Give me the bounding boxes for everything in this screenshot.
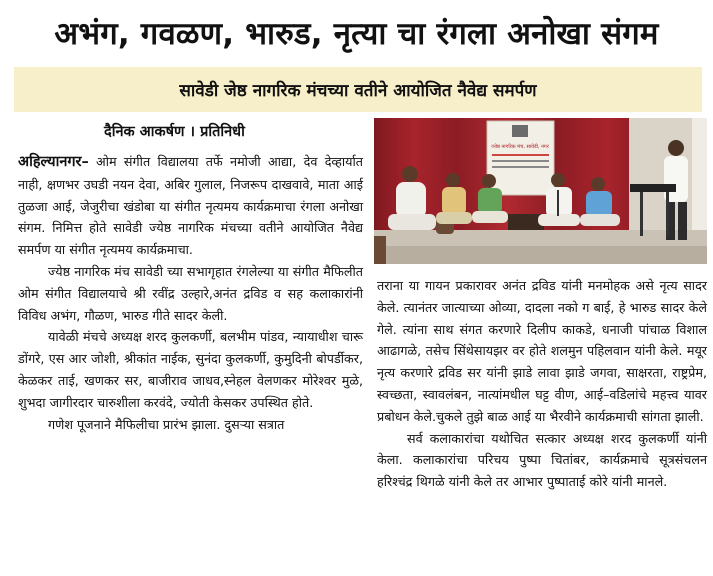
paragraph-intro xyxy=(18,151,363,261)
paragraph-felicitation: सर्व कलाकारांचा यथोचित सत्कार अध्यक्ष शरद कुलकर्णी यांनी केला. कलाकारांचा परिचय पुष्पा चितांबर, कार्यक्रमाचे सूत्रसंचलन हरिश्चंद्र थिगळे यांनी केले तर आभार पुष्पाताई कोरे यांनी मानले. xyxy=(377,430,707,490)
dateline-place: अहिल्यानगर– xyxy=(18,154,89,170)
banner-text: ज्येष्ठ नागरिक मंच, सावेडी, नगर xyxy=(491,144,549,150)
event-photo xyxy=(374,118,707,264)
byline: दैनिक आकर्षण । प्रतिनिधी xyxy=(104,124,245,140)
paragraph-intro-text: ओम संगीत विद्यालया तर्फे नमोजी आद्या, देव देव्हार्यात नाही, क्षणभर उघडी नयन देवा, अबिर गुलाल, निजरूप दाखवावे, माता आई तुळजा आई, जेजुरीचा खंडोबा या संगीत नृत्यमय कार्यक्रमाचा रंगला अनोखा संगम. निमित्त होते सावेडी ज्येष्ठ नागरिक मंचच्या वतीने आयोजित नैवेद्य समर्पण या संगीत नृत्यमय कार्यक्रमाचा. xyxy=(18,154,363,258)
paragraph-venue: ज्येष्ठ नागरिक मंच सावेडी च्या सभागृहात रंगलेल्या या संगीत मैफिलीत ओम संगीत विद्यालयाचे श्री रवींद्र उल्हारे,अनंत द्रविड व सह कलाकारांनी विविध अभंग, गौळण, भारुड गीते सादर केली. xyxy=(18,263,363,323)
article-column-right xyxy=(377,275,707,493)
event-photo-illustration xyxy=(374,118,707,264)
paragraph-performance: तराना या गायन प्रकारावर अनंत द्रविड यांनी मनमोहक असे नृत्य सादर केले. त्यानंतर जात्याच्या ओव्या, दादला नको ग बाई, हे भारुड सादर केले गेले. त्यांना साथ संगत करणारे दिलीप काकडे, धनाजी पांचाळ विशाल आढागळे, तसेच सिंथेसायझर वर होते शलमुन पहिलवान यांनी केले. मयूर नृत्य करणारे द्रविड सर यांनी झाडे लावा झाडे जगवा, साक्षरता, राष्ट्रप्रेम, स्वच्छता, स्वावलंबन, नात्यांमधील घट्ट वीण, आई–वडिलांचे महत्त्व यावर प्रबोधन केले.चुकले तुझे बाळ आई या भैरवीने कार्यक्रमाची सांगता झाली. xyxy=(377,278,707,424)
paragraph-attendees: यावेळी मंचचे अध्यक्ष शरद कुलकर्णी, बलभीम पांडव, न्यायाधीश चारू डोंगरे, एस आर जोशी, श्रीकांत नाईक, सुनंदा कुलकर्णी, कुमुदिनी बोपर्डीकर, केळकर ताई, खणकर सर, बाजीराव जाधव,स्नेहल वेलणकर मोरेश्वर मुळे, शुभदा जागीरदार चारुशीला करवंदे, ज्योती केसकर उपस्थित होते. xyxy=(18,329,363,410)
article-column-left xyxy=(18,151,363,435)
headline: अभंग, गवळण, भारुड, नृत्या चा रंगला अनोखा संगम xyxy=(54,16,659,52)
paragraph-start: गणेश पूजनाने मैफिलीचा प्रारंभ झाला. दुसऱ्या सत्रात xyxy=(48,416,285,432)
subheadline: सावेडी जेष्ठ नागरिक मंचच्या वतीने आयोजित नैवेद्य समर्पण xyxy=(14,67,702,112)
